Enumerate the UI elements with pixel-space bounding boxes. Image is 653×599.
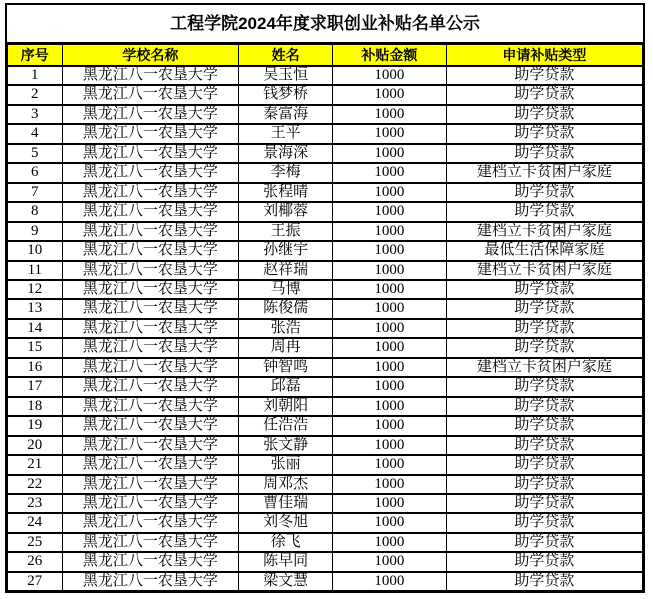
table-cell: 吴玉恒	[239, 66, 333, 85]
table-row	[8, 85, 643, 104]
table-cell: 周邓杰	[239, 475, 333, 494]
table-cell: 1000	[333, 202, 447, 221]
table-cell: 10	[8, 241, 63, 260]
table-cell: 黑龙江八一农垦大学	[62, 85, 239, 104]
table-cell: 1000	[333, 280, 447, 299]
table-cell: 1000	[333, 338, 447, 357]
table-cell: 黑龙江八一农垦大学	[62, 222, 239, 241]
table-cell: 8	[8, 202, 63, 221]
table-row	[8, 338, 643, 357]
table-cell: 助学贷款	[446, 494, 642, 513]
table-row	[8, 455, 643, 474]
table-cell: 刘朝阳	[239, 397, 333, 416]
table-cell: 1000	[333, 183, 447, 202]
subsidy-table	[7, 42, 643, 591]
table-cell: 助学贷款	[446, 183, 642, 202]
table-cell: 23	[8, 494, 63, 513]
table-cell: 王振	[239, 222, 333, 241]
table-cell: 黑龙江八一农垦大学	[62, 416, 239, 435]
table-cell: 黑龙江八一农垦大学	[62, 513, 239, 532]
column-header: 申请补贴类型	[446, 44, 642, 67]
table-row	[8, 397, 643, 416]
table-cell: 7	[8, 183, 63, 202]
table-cell: 1000	[333, 319, 447, 338]
table-row	[8, 144, 643, 163]
table-cell: 张程晴	[239, 183, 333, 202]
table-row	[8, 163, 643, 182]
column-header: 序号	[8, 44, 63, 67]
table-cell: 1000	[333, 475, 447, 494]
table-cell: 1000	[333, 124, 447, 143]
table-cell: 黑龙江八一农垦大学	[62, 338, 239, 357]
table-cell: 孙继宇	[239, 241, 333, 260]
table-cell: 张浩	[239, 319, 333, 338]
table-row	[8, 436, 643, 455]
table-cell: 助学贷款	[446, 416, 642, 435]
table-cell: 王平	[239, 124, 333, 143]
table-cell: 1000	[333, 455, 447, 474]
table-cell: 黑龙江八一农垦大学	[62, 66, 239, 85]
table-row	[8, 66, 643, 85]
table-cell: 助学贷款	[446, 436, 642, 455]
table-cell: 助学贷款	[446, 319, 642, 338]
table-row	[8, 358, 643, 377]
table-cell: 1000	[333, 397, 447, 416]
table-cell: 4	[8, 124, 63, 143]
table-cell: 最低生活保障家庭	[446, 241, 642, 260]
table-cell: 黑龙江八一农垦大学	[62, 494, 239, 513]
column-header: 姓名	[239, 44, 333, 67]
table-row	[8, 241, 643, 260]
table-cell: 19	[8, 416, 63, 435]
table-cell: 黑龙江八一农垦大学	[62, 202, 239, 221]
table-row	[8, 183, 643, 202]
table-cell: 助学贷款	[446, 66, 642, 85]
table-cell: 梁文慧	[239, 572, 333, 591]
table-row	[8, 319, 643, 338]
column-header: 学校名称	[62, 44, 239, 67]
table-cell: 任浩浩	[239, 416, 333, 435]
table-cell: 周冉	[239, 338, 333, 357]
table-row	[8, 552, 643, 571]
table-cell: 1000	[333, 144, 447, 163]
table-cell: 21	[8, 455, 63, 474]
table-cell: 26	[8, 552, 63, 571]
table-cell: 助学贷款	[446, 144, 642, 163]
table-cell: 1000	[333, 358, 447, 377]
table-cell: 1000	[333, 494, 447, 513]
table-cell: 16	[8, 358, 63, 377]
subsidy-notice-sheet	[5, 3, 645, 593]
table-row	[8, 299, 643, 318]
table-cell: 助学贷款	[446, 377, 642, 396]
table-cell: 建档立卡贫困户家庭	[446, 261, 642, 280]
table-cell: 李梅	[239, 163, 333, 182]
table-cell: 3	[8, 105, 63, 124]
table-cell: 黑龙江八一农垦大学	[62, 475, 239, 494]
table-row	[8, 513, 643, 532]
table-cell: 黑龙江八一农垦大学	[62, 572, 239, 591]
table-cell: 建档立卡贫困户家庭	[446, 358, 642, 377]
table-cell: 1000	[333, 163, 447, 182]
table-cell: 张文静	[239, 436, 333, 455]
table-cell: 1000	[333, 222, 447, 241]
table-cell: 1000	[333, 85, 447, 104]
table-cell: 1000	[333, 241, 447, 260]
table-row	[8, 202, 643, 221]
table-cell: 助学贷款	[446, 202, 642, 221]
table-cell: 1000	[333, 572, 447, 591]
table-cell: 钟智鸣	[239, 358, 333, 377]
table-cell: 黑龙江八一农垦大学	[62, 319, 239, 338]
table-cell: 陈早同	[239, 552, 333, 571]
table-cell: 27	[8, 572, 63, 591]
table-cell: 黑龙江八一农垦大学	[62, 261, 239, 280]
table-row	[8, 494, 643, 513]
table-cell: 25	[8, 533, 63, 552]
table-cell: 助学贷款	[446, 552, 642, 571]
table-cell: 黑龙江八一农垦大学	[62, 144, 239, 163]
table-cell: 22	[8, 475, 63, 494]
table-cell: 助学贷款	[446, 124, 642, 143]
table-cell: 9	[8, 222, 63, 241]
table-cell: 黑龙江八一农垦大学	[62, 183, 239, 202]
table-cell: 1000	[333, 377, 447, 396]
table-cell: 黑龙江八一农垦大学	[62, 552, 239, 571]
header-row	[8, 44, 643, 67]
table-cell: 景海深	[239, 144, 333, 163]
table-cell: 刘椰蓉	[239, 202, 333, 221]
table-cell: 黑龙江八一农垦大学	[62, 397, 239, 416]
table-cell: 助学贷款	[446, 105, 642, 124]
table-cell: 助学贷款	[446, 397, 642, 416]
table-cell: 1000	[333, 533, 447, 552]
table-cell: 20	[8, 436, 63, 455]
table-cell: 1000	[333, 513, 447, 532]
table-cell: 13	[8, 299, 63, 318]
table-cell: 24	[8, 513, 63, 532]
table-cell: 徐飞	[239, 533, 333, 552]
table-cell: 2	[8, 85, 63, 104]
table-cell: 1000	[333, 552, 447, 571]
table-row	[8, 475, 643, 494]
table-cell: 黑龙江八一农垦大学	[62, 436, 239, 455]
table-cell: 黑龙江八一农垦大学	[62, 124, 239, 143]
column-header: 补贴金额	[333, 44, 447, 67]
table-cell: 助学贷款	[446, 299, 642, 318]
table-row	[8, 124, 643, 143]
table-cell: 助学贷款	[446, 533, 642, 552]
table-cell: 12	[8, 280, 63, 299]
table-cell: 黑龙江八一农垦大学	[62, 280, 239, 299]
table-cell: 黑龙江八一农垦大学	[62, 105, 239, 124]
table-cell: 6	[8, 163, 63, 182]
table-cell: 邱磊	[239, 377, 333, 396]
table-cell: 陈俊儒	[239, 299, 333, 318]
table-cell: 15	[8, 338, 63, 357]
table-cell: 1000	[333, 66, 447, 85]
table-cell: 助学贷款	[446, 338, 642, 357]
table-row	[8, 105, 643, 124]
table-cell: 18	[8, 397, 63, 416]
table-cell: 黑龙江八一农垦大学	[62, 455, 239, 474]
table-cell: 1000	[333, 261, 447, 280]
table-cell: 黑龙江八一农垦大学	[62, 533, 239, 552]
page-title: 工程学院2024年度求职创业补贴名单公示	[170, 14, 480, 33]
table-cell: 助学贷款	[446, 475, 642, 494]
table-cell: 11	[8, 261, 63, 280]
table-row	[8, 572, 643, 591]
table-cell: 赵祥瑞	[239, 261, 333, 280]
table-cell: 助学贷款	[446, 513, 642, 532]
table-cell: 1	[8, 66, 63, 85]
table-cell: 5	[8, 144, 63, 163]
table-cell: 刘冬旭	[239, 513, 333, 532]
table-cell: 秦富海	[239, 105, 333, 124]
table-cell: 14	[8, 319, 63, 338]
table-row	[8, 280, 643, 299]
table-cell: 钱梦桥	[239, 85, 333, 104]
table-row	[8, 261, 643, 280]
table-cell: 马博	[239, 280, 333, 299]
table-cell: 张丽	[239, 455, 333, 474]
table-cell: 建档立卡贫困户家庭	[446, 222, 642, 241]
table-row	[8, 377, 643, 396]
table-cell: 黑龙江八一农垦大学	[62, 358, 239, 377]
table-cell: 1000	[333, 416, 447, 435]
table-row	[8, 222, 643, 241]
table-row	[8, 416, 643, 435]
table-cell: 助学贷款	[446, 572, 642, 591]
table-cell: 曹佳瑞	[239, 494, 333, 513]
table-cell: 1000	[333, 299, 447, 318]
table-cell: 黑龙江八一农垦大学	[62, 377, 239, 396]
table-cell: 1000	[333, 436, 447, 455]
table-cell: 17	[8, 377, 63, 396]
table-cell: 助学贷款	[446, 85, 642, 104]
table-cell: 1000	[333, 105, 447, 124]
table-cell: 建档立卡贫困户家庭	[446, 163, 642, 182]
table-cell: 助学贷款	[446, 280, 642, 299]
table-cell: 黑龙江八一农垦大学	[62, 163, 239, 182]
table-cell: 助学贷款	[446, 455, 642, 474]
table-cell: 黑龙江八一农垦大学	[62, 299, 239, 318]
table-cell: 黑龙江八一农垦大学	[62, 241, 239, 260]
table-row	[8, 533, 643, 552]
